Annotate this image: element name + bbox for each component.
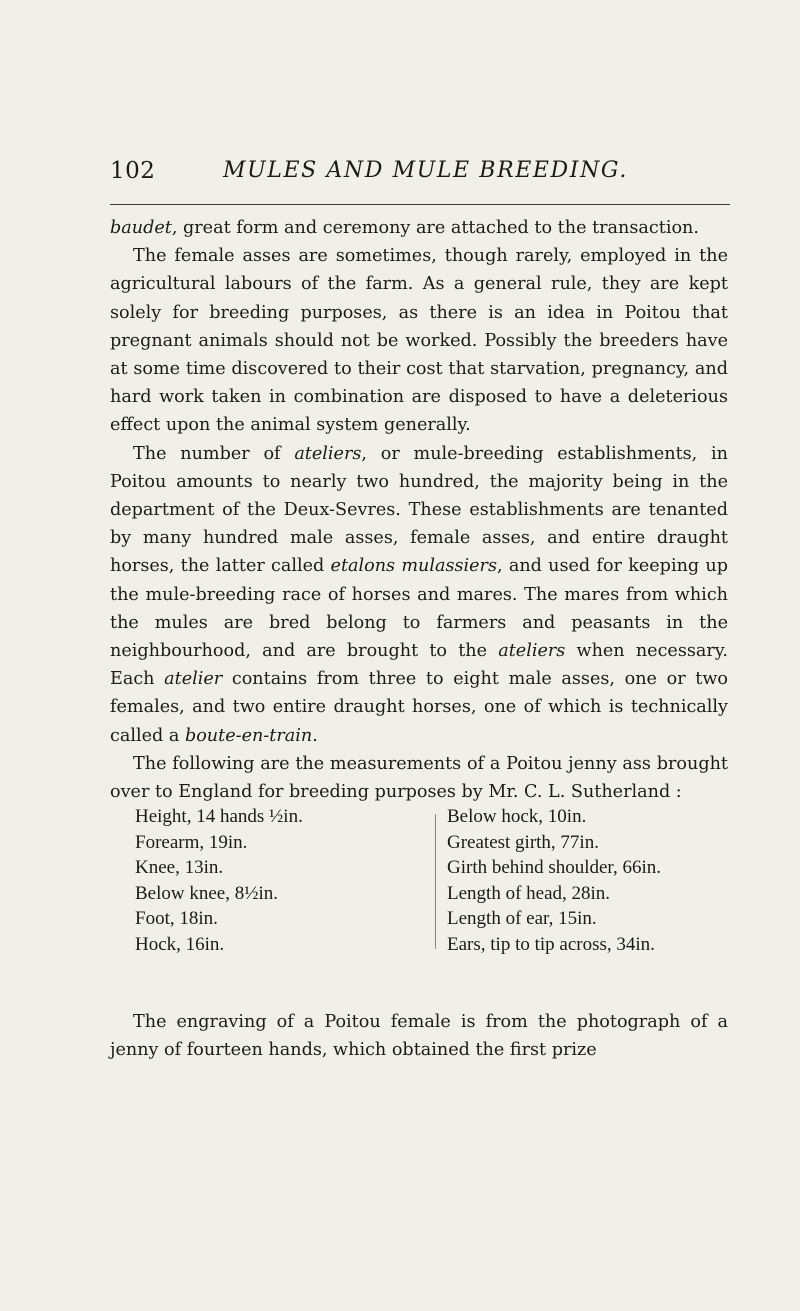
measurement-item: Height, 14 hands ½in. bbox=[135, 806, 303, 827]
paragraph bbox=[110, 750, 728, 806]
header-rule bbox=[110, 204, 730, 205]
text-run: . bbox=[312, 725, 318, 746]
column-divider bbox=[435, 814, 436, 949]
paragraph bbox=[110, 242, 728, 439]
measurement-item: Below knee, 8½in. bbox=[135, 882, 279, 904]
page-header bbox=[110, 158, 730, 194]
italic-term: etalons mulassiers bbox=[330, 556, 497, 577]
measurements-table bbox=[135, 804, 735, 957]
text-run: , and used for keeping up the mule-breeding race of horses and mares. The mares from which the mules are bred belong to farmers and peasants in the neighbourhood, and are brought to the bbox=[110, 556, 728, 662]
measurements-left-column bbox=[135, 804, 435, 957]
measurement-item: Girth behind shoulder, 66in. bbox=[447, 857, 662, 878]
body-text bbox=[110, 214, 728, 806]
measurement-item: Below hock, 10in. bbox=[447, 806, 587, 827]
measurement-item: Knee, 13in. bbox=[135, 857, 224, 878]
italic-term: baudet bbox=[110, 218, 172, 238]
italic-term: ateliers bbox=[498, 641, 566, 662]
measurement-item: Length of head, 28in. bbox=[447, 882, 611, 904]
measurements-right-column bbox=[447, 804, 735, 957]
running-title: MULES AND MULE BREEDING. bbox=[223, 158, 628, 183]
measurement-item: Foot, 18in. bbox=[135, 908, 218, 929]
text-run: The female asses are sometimes, though rarely, employed in the agricultural labours of the farm. As a general rule, they are kept solely for breeding purposes, as there is an idea in Poitou that pregnant animals should not be worked. Possibly the breeders have at some time discovered to their cost that starvation, pregnancy, and hard work taken in combination are disposed to have a deleterious effect upon the animal system generally. bbox=[110, 246, 728, 436]
italic-term: ateliers bbox=[294, 443, 362, 464]
measurement-item: Ears, tip to tip across, 34in. bbox=[447, 933, 655, 955]
paragraph bbox=[110, 214, 728, 242]
text-run: , great form and ceremony are attached to the transaction. bbox=[171, 218, 699, 238]
measurement-item: Length of ear, 15in. bbox=[447, 908, 597, 929]
measurement-item: Hock, 16in. bbox=[135, 933, 225, 955]
text-run: contains from three to eight male asses, one or two females, and two entire draught horses, one of which is technically called a bbox=[110, 669, 728, 746]
measurement-item: Forearm, 19in. bbox=[135, 831, 248, 853]
page-number: 102 bbox=[110, 158, 156, 184]
text-run: The number of bbox=[133, 443, 295, 464]
italic-term: atelier bbox=[164, 669, 223, 690]
text-run: , or mule-breeding establishments, in Poitou amounts to nearly two hundred, the majority being in the department of the Deux-Sevres. These establishments are tenanted by many hundred male asses, female asses, and entire draught horses, the latter called bbox=[110, 443, 728, 577]
italic-term: boute-en-train bbox=[184, 725, 313, 746]
closing-text: The engraving of a Poitou female is from the photograph of a jenny of fourteen hands, which obtained the first prize bbox=[110, 1012, 728, 1061]
text-run: The following are the measurements of a Poitou jenny ass brought over to England for breeding purposes by Mr. C. L. Sutherland : bbox=[110, 753, 728, 803]
closing-paragraph bbox=[110, 1008, 728, 1064]
text-run: when necessary. Each bbox=[110, 641, 728, 690]
measurement-item: Greatest girth, 77in. bbox=[447, 831, 599, 853]
paragraph bbox=[110, 440, 728, 750]
